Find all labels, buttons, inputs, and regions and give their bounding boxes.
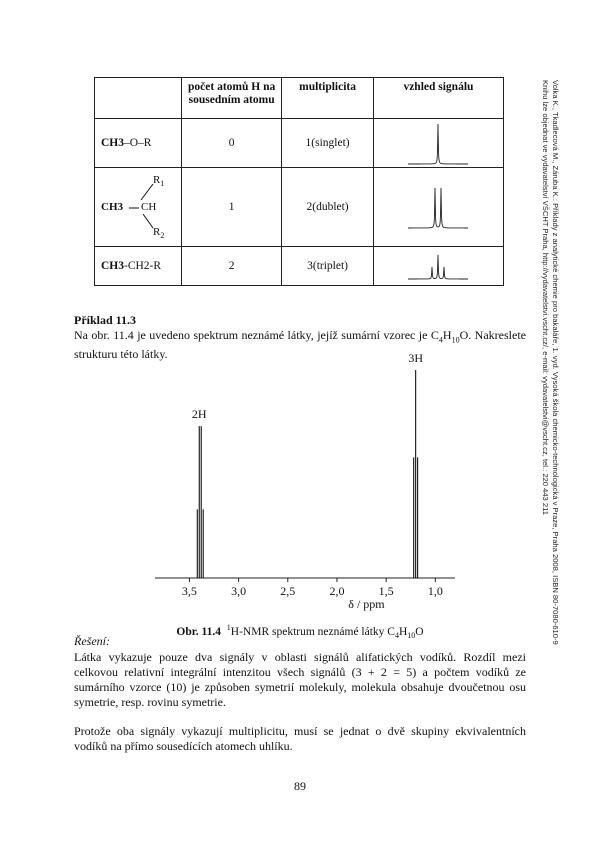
multiplicity-cell: 2(dublet) — [282, 168, 374, 247]
solution-paragraph-1: Látka vykazuje pouze dva signály v oblasti signálů alifatických vodíků. Rozdíl mezi celkovou relativní integrální intenzitou všech signálů (3 + 2 = 5) a počtem vodíků ze sumárního vzorce (10) je způsoben symetrií molekuly, molekula obsahuje dvoučetnou osu symetrie, resp. rovinu symetrie. — [74, 650, 526, 709]
x-tick-label: 3,5 — [181, 584, 197, 598]
peak-integral-label: 2H — [191, 407, 207, 422]
x-tick-label: 3,0 — [231, 584, 247, 598]
caption-h: H — [398, 625, 408, 638]
table-header-row — [95, 78, 504, 119]
compound-cell — [95, 247, 182, 286]
x-tick-label: 2,5 — [280, 584, 296, 598]
x-tick-label: 2,0 — [329, 584, 345, 598]
side-note-line-2: Knihu lze objednat ve vydavatelství VŠCHT Praha, http://vydavatelstvi.vscht.cz/, e-mail: vydavatelstvi@vscht.cz, tel.: 220 443 211 — [541, 80, 550, 515]
page-number: 89 — [294, 779, 306, 793]
signal-line — [408, 188, 468, 228]
formula-h: H — [442, 328, 452, 342]
solution-paragraph-2: Protože oba signály vykazují multiplicitu, musí se jednat o dvě skupiny ekvivalentních vodíků na přímo sousedících atomech uhlíku. — [74, 724, 526, 753]
compound-cell — [95, 119, 182, 168]
formula-sub-c: 4 — [438, 335, 443, 345]
doublet-signal — [408, 184, 468, 230]
substituent-r2: $R_2$ — [153, 226, 165, 241]
multiplicity-cell: 1(singlet) — [282, 119, 374, 168]
example-text-post: O. Nakreslete strukturu této látky. — [74, 328, 526, 362]
x-tick-label: 1,5 — [378, 584, 394, 598]
formula-sub-h: 10 — [451, 335, 460, 345]
table-header-empty — [95, 78, 182, 119]
triplet-signal — [408, 251, 468, 281]
x-axis-label: δ / ppm — [348, 597, 385, 611]
nmr-spectrum — [150, 351, 460, 615]
signal-line — [408, 255, 468, 279]
table-header-h-count: počet atomů H na sousedním atomu — [182, 78, 282, 119]
multiplicity-cell: 3(triplet) — [282, 247, 374, 286]
caption-text: H-NMR spektrum neznámé látky C — [230, 625, 395, 638]
singlet-signal — [408, 120, 468, 166]
table-row — [95, 168, 504, 247]
example-text-pre: Na obr. 11.4 je uvedeno spektrum neznámé látky, jejíž sumární vzorec je C — [74, 328, 439, 342]
compound-bold: CH3 — [101, 201, 123, 213]
compound-bold: CH3 — [101, 137, 124, 149]
peak-integral-label: 3H — [408, 351, 423, 365]
table-header-multiplicity: multiplicita — [282, 78, 374, 119]
table-row — [95, 119, 504, 168]
signal-line — [408, 124, 468, 164]
signal-cell — [373, 168, 503, 247]
compound-cell — [95, 168, 182, 247]
h-count-cell: 0 — [182, 119, 282, 168]
caption-sub-c: 4 — [394, 631, 399, 641]
caption-sup: 1 — [226, 623, 231, 632]
signal-cell — [373, 247, 503, 286]
compound-rest: –O–R — [124, 137, 152, 149]
compound-rest: -CH2-R — [124, 260, 162, 272]
caption-label: Obr. 11.4 — [176, 625, 222, 638]
multiplicity-table — [94, 77, 504, 286]
bond-r2 — [143, 214, 153, 228]
example-text — [74, 328, 526, 362]
table-header-signal: vzhled signálu — [373, 78, 503, 119]
table-row — [95, 247, 504, 286]
caption-sub-h: 10 — [407, 631, 416, 641]
compound-bold: CH3 — [101, 260, 124, 272]
side-note — [540, 80, 560, 645]
compound-rest: CH — [141, 201, 157, 213]
bond-r1 — [141, 184, 153, 200]
h-count-cell: 1 — [182, 168, 282, 247]
x-tick-label: 1,0 — [427, 584, 443, 598]
caption-end: O — [415, 625, 424, 638]
solution-label: Řešení: — [74, 634, 110, 648]
structure-drawing — [101, 172, 181, 242]
example-heading: Příklad 11.3 — [74, 313, 137, 327]
signal-cell — [373, 119, 503, 168]
substituent-r1: $R_1$ — [153, 174, 165, 189]
h-count-cell: 2 — [182, 247, 282, 286]
side-note-line-1: Volka K., Tkadlecová M., Záruba K.: Příklady z analytické chemie pro bakaláře, 1. vyd. Vysoká škola chemicko-technologická v Praze, Praha 2008, ISBN 80-7080-610-9 — [551, 80, 560, 645]
